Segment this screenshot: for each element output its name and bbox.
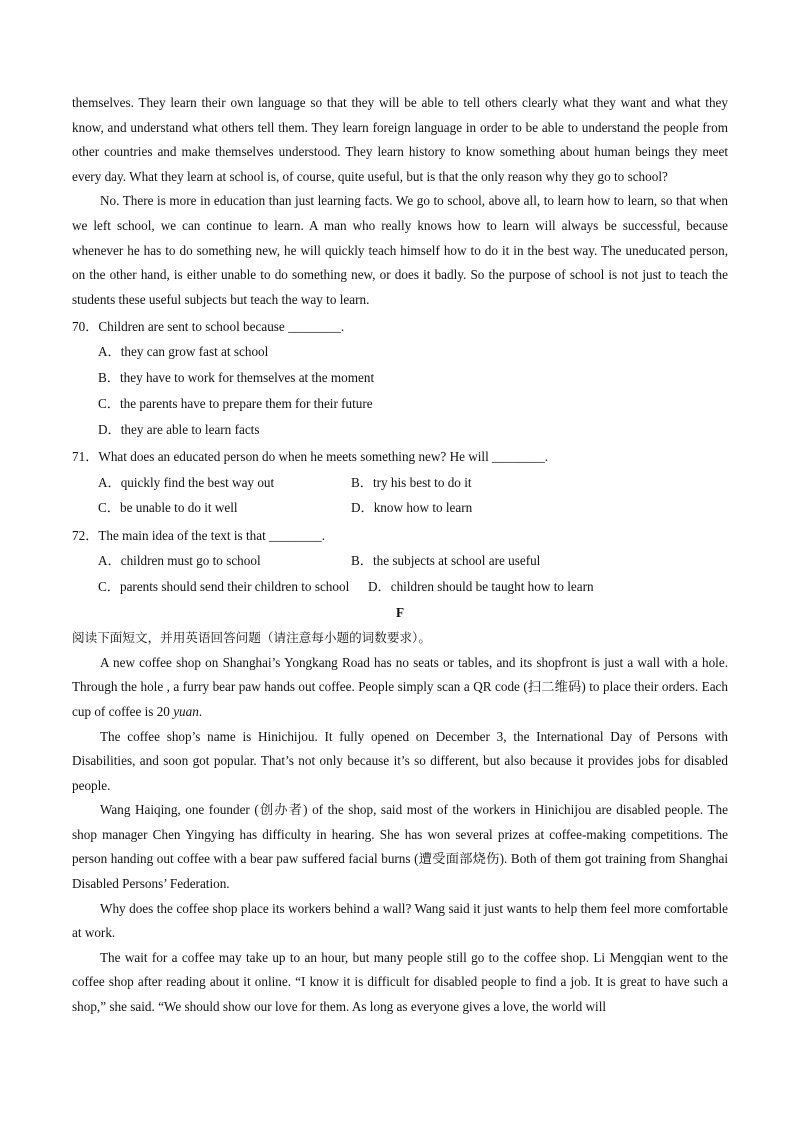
section-f-paragraph-1-end: . bbox=[198, 703, 203, 719]
section-f-instruction: 阅读下面短文，并用英语回答问题（请注意每小题的词数要求）。 bbox=[72, 629, 431, 645]
question-72-option-b[interactable]: B．the subjects at school are useful bbox=[351, 553, 541, 569]
section-f-paragraph-3: Wang Haiqing, one founder (创办者) of the shop, said most of the workers in Hinichijou are disabled people. The shop manager Chen Yingying has difficulty in hearing. She has won several prizes at coffee-making competitions. The person handing out coffee with a bear paw suffered facial burns (遭受面部烧伤). Both of them got training from Shanghai Disabled Persons’ Federation. bbox=[72, 802, 728, 892]
document-page bbox=[72, 91, 728, 1020]
section-f-paragraph-1-text: A new coffee shop on Shanghai’s Yongkang Road has no seats or tables, and its shopfront is just a wall with a hole. Through the hole , a furry bear paw hands out coffee. People simply scan a QR code (扫二维码) to place their orders. Each cup of coffee is 20 bbox=[72, 654, 728, 719]
question-71-options-row-2 bbox=[72, 495, 728, 521]
question-72-stem: 72．The main idea of the text is that ________. bbox=[72, 527, 326, 543]
question-71-option-c[interactable]: C．be unable to do it well bbox=[98, 500, 238, 516]
question-72-options-row-2 bbox=[72, 574, 728, 600]
question-71-option-a[interactable]: A．quickly find the best way out bbox=[98, 474, 275, 490]
question-72-option-d[interactable]: D．children should be taught how to learn bbox=[368, 578, 594, 594]
question-72-option-a[interactable]: A．children must go to school bbox=[98, 553, 261, 569]
currency-unit: yuan bbox=[173, 703, 199, 719]
question-70-option-b[interactable]: B．they have to work for themselves at the moment bbox=[98, 370, 375, 386]
section-f-paragraph-2: The coffee shop’s name is Hinichijou. It fully opened on December 3, the International Day of Persons with Disabilities, and soon got popular. That’s not only because it’s so different, but also because it provides jobs for disabled people. bbox=[72, 728, 728, 793]
question-71-stem: 71．What does an educated person do when he meets something new? He will ________. bbox=[72, 449, 549, 465]
passage-e-paragraph-1: themselves. They learn their own language so that they will be able to tell others clearly what they want and what they know, and understand what others tell them. They learn foreign language in order to be able to understand the people from other countries and make themselves understood. They learn history to know something about human beings they meet every day. What they learn at school is, of course, quite useful, but is that the only reason why they go to school? bbox=[72, 95, 728, 184]
section-f-heading: F bbox=[395, 604, 405, 620]
question-71-options-row-1 bbox=[72, 470, 728, 496]
question-70-stem: 70．Children are sent to school because ________. bbox=[72, 318, 345, 334]
passage-e-paragraph-2: No. There is more in education than just learning facts. We go to school, above all, to learn how to learn, so that when we left school, we can continue to learn. A man who really knows how to learn will always be successful, because whenever he has to do something new, he will quickly teach himself how to do it in the best way. The uneducated person, on the other hand, is either unable to do something new, or does it badly. So the purpose of school is not just to teach the students these useful subjects but teach the way to learn. bbox=[72, 193, 728, 307]
question-72-options-row-1 bbox=[72, 548, 728, 574]
question-71-option-b[interactable]: B．try his best to do it bbox=[351, 474, 472, 490]
question-70-option-a[interactable]: A．they can grow fast at school bbox=[98, 344, 269, 360]
section-f-paragraph-5: The wait for a coffee may take up to an hour, but many people still go to the coffee shop. Li Mengqian went to the coffee shop after reading about it online. “I know it is difficult for disabled people to find a job. It is great to have such a shop,” she said. “We should show our love for them. As long as everyone gives a love, the world will bbox=[72, 949, 728, 1015]
section-f-paragraph-4: Why does the coffee shop place its workers behind a wall? Wang said it just wants to help them feel more comfortable at work. bbox=[72, 900, 728, 941]
section-f-paragraph-1 bbox=[72, 651, 728, 725]
question-70-option-d[interactable]: D．they are able to learn facts bbox=[98, 421, 260, 437]
question-71-option-d[interactable]: D．know how to learn bbox=[351, 500, 473, 516]
question-72-option-c[interactable]: C．parents should send their children to school bbox=[98, 578, 350, 594]
question-70-option-c[interactable]: C．the parents have to prepare them for their future bbox=[98, 395, 373, 411]
